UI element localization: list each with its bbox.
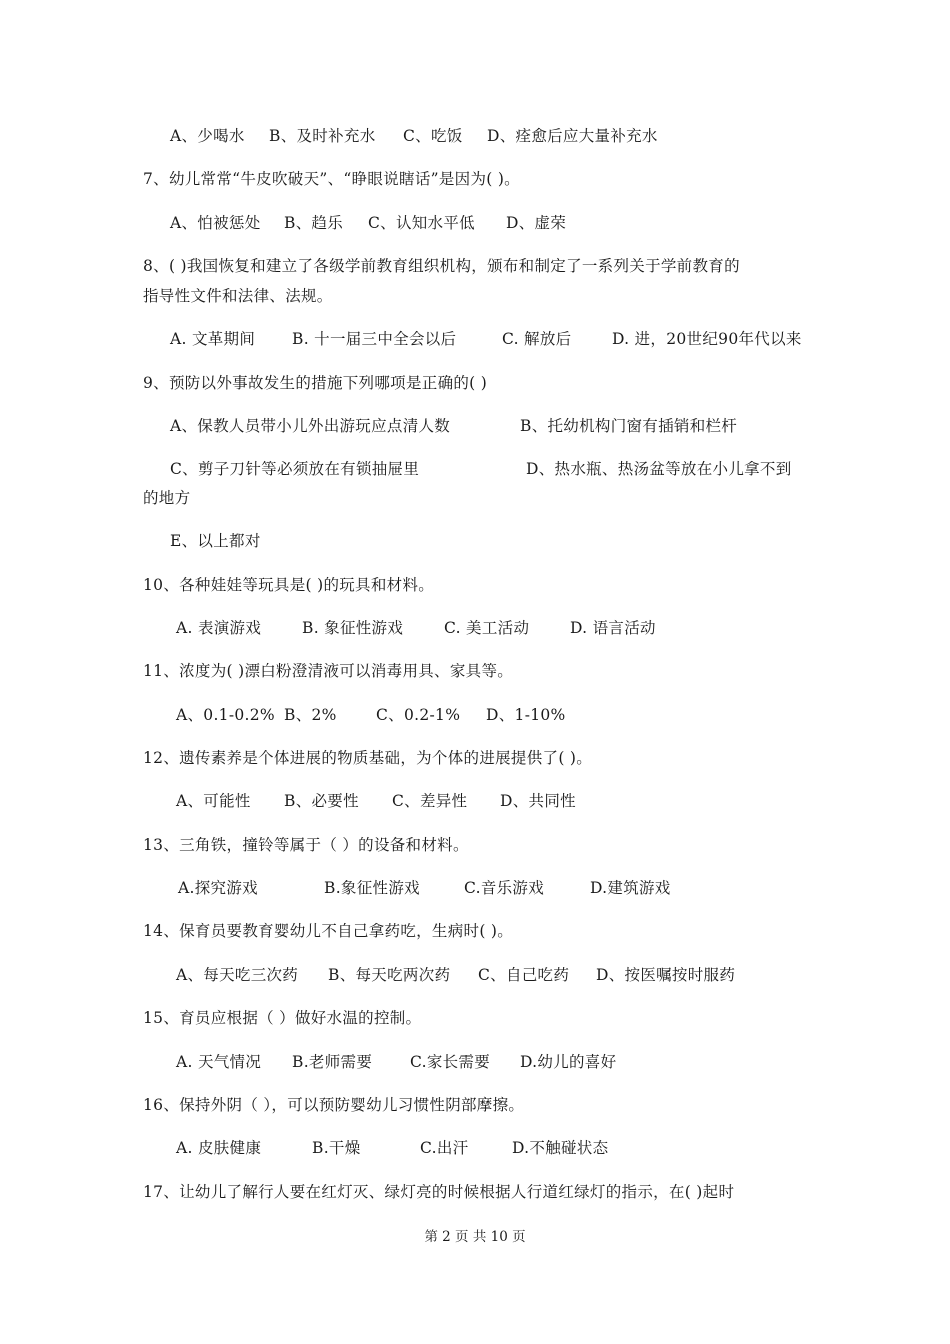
q8-option-b: B. 十一届三中全会以后 <box>292 330 457 348</box>
q10-option-b: B. 象征性游戏 <box>302 619 404 637</box>
q11-options <box>176 705 566 725</box>
q11-option-a: A、0.1-0.2% <box>176 706 275 724</box>
q15-option-c: C.家长需要 <box>410 1053 491 1071</box>
q8-option-d: D. 进，20世纪90年代以来 <box>612 330 802 348</box>
q8-stem-line1: 8、( )我国恢复和建立了各级学前教育组织机构，颁布和制定了一系列关于学前教育的 <box>143 257 740 275</box>
q12-option-b: B、必要性 <box>284 792 359 810</box>
q9-option-d-line1: D、热水瓶、热汤盆等放在小儿拿不到 <box>526 460 792 478</box>
q16-option-b: B.干燥 <box>312 1139 361 1157</box>
q7-option-c: C、认知水平低 <box>368 214 475 232</box>
q7-option-b: B、趋乐 <box>284 214 344 232</box>
q16-stem: 16、保持外阴（ ），可以预防婴幼儿习惯性阴部摩擦。 <box>143 1096 525 1114</box>
q16-option-c: C.出汗 <box>420 1139 469 1157</box>
q15-options <box>176 1052 616 1072</box>
q7-option-a: A、怕被惩处 <box>170 214 261 232</box>
q15-option-d: D.幼儿的喜好 <box>520 1053 617 1071</box>
q10-stem: 10、各种娃娃等玩具是( )的玩具和材料。 <box>143 576 435 594</box>
q6-option-d: D、痊愈后应大量补充水 <box>487 127 658 145</box>
q8-option-a: A. 文革期间 <box>170 330 256 348</box>
q14-option-b: B、每天吃两次药 <box>328 966 451 984</box>
q16-option-a: A. 皮肤健康 <box>176 1139 262 1157</box>
q12-option-a: A、可能性 <box>176 792 251 810</box>
q6-option-c: C、吃饭 <box>403 127 463 145</box>
q14-stem: 14、保育员要教育婴幼儿不自己拿药吃，生病时( )。 <box>143 922 514 940</box>
q8-option-c: C. 解放后 <box>502 330 572 348</box>
q15-option-b: B.老师需要 <box>292 1053 373 1071</box>
q11-option-b: B、2% <box>284 706 337 724</box>
q9-option-a: A、保教人员带小儿外出游玩应点清人数 <box>170 417 451 435</box>
q9-stem: 9、预防以外事故发生的措施下列哪项是正确的( ) <box>143 374 488 392</box>
q7-option-d: D、虚荣 <box>506 214 567 232</box>
page-footer: 第 2 页 共 10 页 <box>424 1229 526 1245</box>
q13-stem: 13、三角铁，撞铃等属于（ ）的设备和材料。 <box>143 836 469 854</box>
q12-options <box>176 791 576 811</box>
q9-option-c: C、剪子刀针等必须放在有锁抽屉里 <box>170 460 420 478</box>
q10-option-a: A. 表演游戏 <box>176 619 262 637</box>
q13-options <box>178 878 671 898</box>
q14-option-d: D、按医嘱按时服药 <box>596 966 736 984</box>
q10-option-d: D. 语言活动 <box>570 619 656 637</box>
q14-option-a: A、每天吃三次药 <box>176 966 299 984</box>
q13-option-b: B.象征性游戏 <box>324 879 420 897</box>
q12-option-c: C、差异性 <box>392 792 468 810</box>
q14-option-c: C、自己吃药 <box>478 966 570 984</box>
q10-option-c: C. 美工活动 <box>444 619 530 637</box>
q15-option-a: A. 天气情况 <box>176 1053 262 1071</box>
q7-stem: 7、幼儿常常“牛皮吹破天”、“睁眼说瞎话”是因为( )。 <box>143 170 520 188</box>
q13-option-a: A.探究游戏 <box>178 879 258 897</box>
q11-option-c: C、0.2-1% <box>376 706 461 724</box>
q7-options <box>170 213 566 233</box>
q9-option-d-line2: 的地方 <box>143 489 191 507</box>
q8-options <box>170 329 802 349</box>
q16-option-d: D.不触碰状态 <box>512 1139 609 1157</box>
q14-options <box>176 965 735 985</box>
q12-option-d: D、共同性 <box>500 792 576 810</box>
q12-stem: 12、遗传素养是个体进展的物质基础，为个体的进展提供了( )。 <box>143 749 593 767</box>
q13-option-d: D.建筑游戏 <box>590 879 671 897</box>
q9-option-b: B、托幼机构门窗有插销和栏杆 <box>520 417 738 435</box>
q16-options <box>176 1138 608 1158</box>
q11-stem: 11、浓度为( )漂白粉澄清液可以消毒用具、家具等。 <box>143 662 514 680</box>
q17-stem: 17、让幼儿了解行人要在红灯灭、绿灯亮的时候根据人行道红绿灯的指示，在( )起时 <box>143 1183 735 1201</box>
q10-options <box>176 618 656 638</box>
q6-options <box>170 126 658 146</box>
q13-option-c: C.音乐游戏 <box>464 879 545 897</box>
q6-option-a: A、少喝水 <box>170 127 245 145</box>
q9-option-e: E、以上都对 <box>170 532 261 550</box>
q6-option-b: B、及时补充水 <box>269 127 376 145</box>
q8-stem-line2: 指导性文件和法律、法规。 <box>143 287 333 305</box>
q11-option-d: D、1-10% <box>486 706 566 724</box>
q15-stem: 15、育员应根据（ ）做好水温的控制。 <box>143 1009 422 1027</box>
